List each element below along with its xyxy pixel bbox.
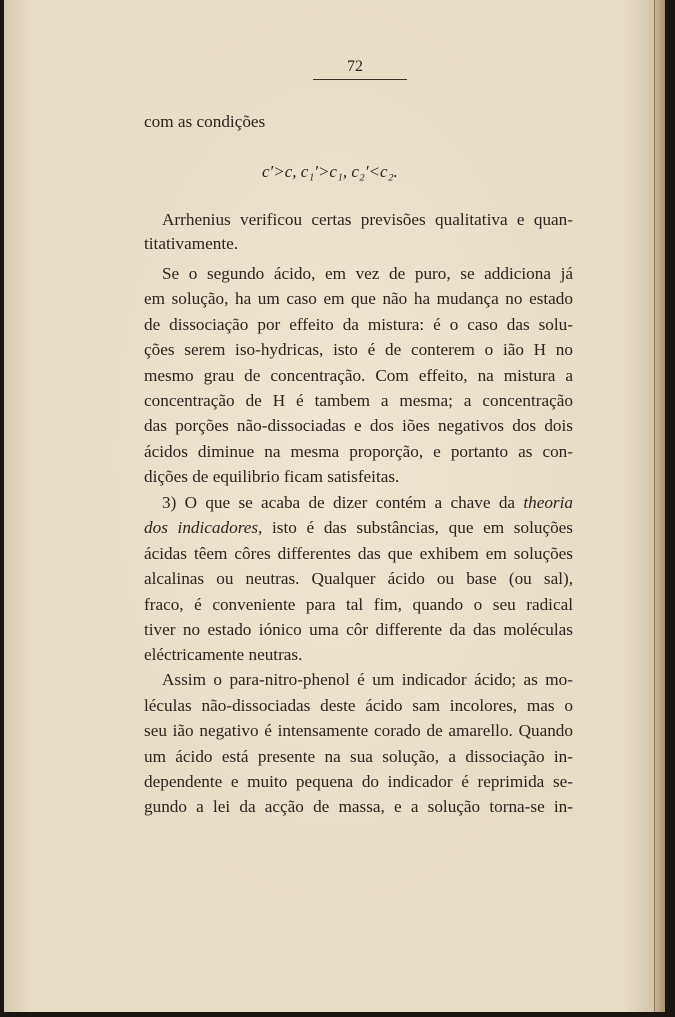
italic-term: dos indicadores, (144, 518, 263, 537)
line-text: tiver no estado iónico uma côr differente da das moléculas (144, 620, 573, 639)
text-line (144, 696, 573, 716)
page-edge (654, 0, 665, 1012)
inequality-formula: c′>c, c₁′>c₁, c₂′<c₂. (262, 162, 398, 181)
text-line (144, 645, 302, 665)
text-line (162, 264, 573, 284)
text-line (144, 772, 573, 792)
text-line (144, 340, 573, 360)
line-text: 3) O que se acaba de dizer contém a chave da (162, 493, 524, 512)
text-line (144, 315, 573, 335)
text-line (144, 620, 573, 640)
text-line (144, 797, 573, 817)
text-line (144, 467, 399, 487)
line-text: dependente e muito pequena do indicador é reprimida se- (144, 772, 573, 791)
text-line (162, 670, 573, 690)
line-text: Assim o para-nitro-phenol é um indicador ácido; as mo- (162, 670, 573, 689)
line-text: Arrhenius verificou certas previsões qualitativa e quan- (162, 210, 573, 229)
line-text: léculas não-dissociadas deste ácido sam incolores, mas o (144, 696, 573, 715)
text-line (144, 391, 573, 411)
text-line (144, 442, 573, 462)
line-text: alcalinas ou neutras. Qualquer ácido ou base (ou sal), (144, 569, 573, 588)
line-text: um ácido está presente na sua solução, a dissociação in- (144, 747, 573, 766)
italic-term: theoria (523, 493, 573, 512)
text-line (144, 544, 573, 564)
text-line (144, 234, 238, 254)
line-text: fraco, é conveniente para tal fim, quando o seu radical (144, 595, 573, 614)
text-line (162, 493, 573, 513)
text-line (144, 595, 573, 615)
line-text: seu ião negativo é intensamente corado de amarello. Quando (144, 721, 573, 740)
line-text: mesmo grau de concentração. Com effeito, na mistura a (144, 366, 573, 385)
line-text: em solução, ha um caso em que não ha mudança no estado (144, 289, 573, 308)
intro-line: com as condições (144, 112, 266, 131)
line-text: ções serem iso-hydricas, isto é de conterem o ião H no (144, 340, 573, 359)
line-text: isto é das substâncias, que em soluções (262, 518, 573, 537)
text-line (162, 210, 573, 230)
line-text: ácidas têem côres differentes das que exhibem em soluções (144, 544, 573, 563)
text-line (144, 747, 573, 767)
text-line (144, 289, 573, 309)
text-line (144, 366, 573, 386)
line-text: gundo a lei da acção de massa, e a solução torna-se in- (144, 797, 573, 816)
text-line (144, 721, 573, 741)
line-text: eléctricamente neutras. (144, 645, 303, 664)
text-line (144, 569, 573, 589)
page-number: 72 (347, 58, 363, 75)
line-text: titativamente. (144, 234, 239, 253)
line-text: das porções não-dissociadas e dos iões negativos dos dois (144, 416, 573, 435)
line-text: concentração de H é tambem a mesma; a concentração (144, 391, 573, 410)
text-line (144, 518, 573, 538)
line-text: Se o segundo ácido, em vez de puro, se addiciona já (162, 264, 573, 283)
line-text: dições de equilibrio ficam satisfeitas. (144, 467, 400, 486)
line-text: ácidos diminue na mesma proporção, e portanto as con- (144, 442, 573, 461)
line-text: de dissociação por effeito da mistura: é o caso das solu- (144, 315, 573, 334)
header-rule (313, 79, 407, 80)
book-page (4, 0, 665, 1012)
text-line (144, 416, 573, 436)
